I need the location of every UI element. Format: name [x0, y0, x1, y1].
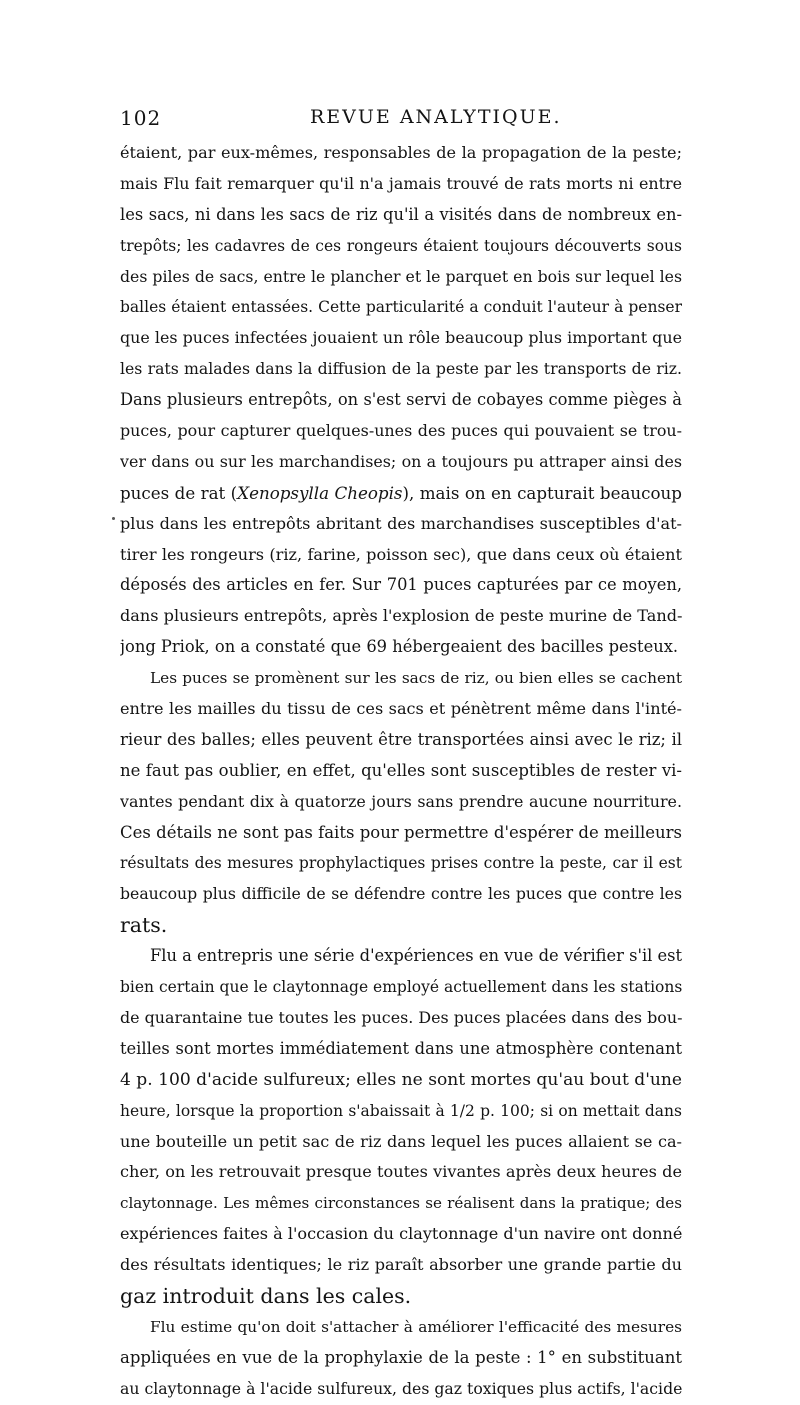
text-line: résultats des mesures prophylactiques prises contre la peste, car il est	[120, 854, 682, 873]
text-segment: ), mais on en capturait beaucoup	[402, 482, 682, 503]
text-line: beaucoup plus difficile de se défendre contre les puces que contre les	[120, 884, 682, 904]
text-line: trepôts; les cadavres de ces rongeurs étaient toujours découverts sous	[120, 236, 682, 255]
text-line: une bouteille un petit sac de riz dans lequel les puces allaient se ca-	[120, 1131, 682, 1151]
text-line: au claytonnage à l'acide sulfureux, des gaz toxiques plus actifs, l'acide	[120, 1378, 682, 1398]
text-line: Les puces se promènent sur les sacs de riz, ou bien elles se cachent	[150, 669, 682, 688]
text-line: teilles sont mortes immédiatement dans une atmosphère contenant	[120, 1038, 682, 1058]
text-line: de quarantaine tue toutes les puces. Des puces placées dans des bou-	[120, 1007, 682, 1027]
text-line: entre les mailles du tissu de ces sacs et pénètrent même dans l'inté-	[120, 699, 682, 719]
text-line: jong Priok, on a constaté que 69 hébergeaient des bacilles pesteux.	[120, 637, 679, 657]
text-line: étaient, par eux-mêmes, responsables de la propagation de la peste;	[120, 143, 682, 162]
text-segment: puces de rat (	[120, 482, 238, 503]
text-line: les rats malades dans la diffusion de la peste par les transports de riz.	[120, 359, 682, 379]
text-line: ne faut pas oublier, en effet, qu'elles sont susceptibles de rester vi-	[120, 760, 682, 780]
page-number: 102	[120, 106, 162, 130]
text-line: les sacs, ni dans les sacs de riz qu'il a visités dans de nombreux en-	[120, 204, 682, 224]
text-line: balles étaient entassées. Cette particularité a conduit l'auteur à penser	[120, 298, 682, 317]
text-line: rats.	[120, 913, 168, 938]
text-line: que les puces infectées jouaient un rôle beaucoup plus important que	[120, 328, 682, 348]
text-line: tirer les rongeurs (riz, farine, poisson sec), que dans ceux où étaient	[120, 544, 682, 564]
text-line: expériences faites à l'occasion du claytonnage d'un navire ont donné	[120, 1224, 682, 1244]
running-title: REVUE ANALYTIQUE.	[310, 106, 562, 128]
text-line: appliquées en vue de la prophylaxie de la peste : 1° en substituant	[120, 1347, 682, 1367]
margin-mark	[112, 517, 115, 520]
text-line: rieur des balles; elles peuvent être transportées ainsi avec le riz; il	[120, 729, 682, 749]
text-line: puces, pour capturer quelques-unes des puces qui pouvaient se trou-	[120, 421, 682, 441]
text-line: Ces détails ne sont pas faits pour permettre d'espérer de meilleurs	[120, 822, 682, 842]
text-line: claytonnage. Les mêmes circonstances se réalisent dans la pratique; des	[120, 1194, 682, 1213]
text-line: vantes pendant dix à quatorze jours sans prendre aucune nourriture.	[120, 791, 682, 811]
text-line	[120, 478, 682, 509]
page-header	[120, 106, 682, 136]
text-line: heure, lorsque la proportion s'abaissait à 1/2 p. 100; si on mettait dans	[120, 1101, 682, 1120]
text-line: plus dans les entrepôts abritant des marchandises susceptibles d'at-	[120, 513, 682, 533]
text-line: Flu estime qu'on doit s'attacher à améliorer l'efficacité des mesures	[150, 1317, 682, 1336]
text-line: dans plusieurs entrepôts, après l'explosion de peste murine de Tand-	[120, 606, 682, 626]
text-line: mais Flu fait remarquer qu'il n'a jamais trouvé de rats morts ni entre	[120, 173, 682, 193]
text-line: cher, on les retrouvait presque toutes vivantes après deux heures de	[120, 1162, 682, 1182]
text-line: 4 p. 100 d'acide sulfureux; elles ne sont mortes qu'au bout d'une	[120, 1069, 682, 1090]
text-line: déposés des articles en fer. Sur 701 puces capturées par ce moyen,	[120, 575, 682, 595]
text-line: Dans plusieurs entrepôts, on s'est servi de cobayes comme pièges à	[120, 390, 682, 410]
species-name: Xenopsylla Cheopis	[237, 482, 403, 503]
text-line: gaz introduit dans les cales.	[120, 1283, 412, 1308]
text-line: bien certain que le claytonnage employé actuellement dans les stations	[120, 978, 682, 997]
text-line: des résultats identiques; le riz paraît absorber une grande partie du	[120, 1255, 682, 1275]
text-line: des piles de sacs, entre le plancher et le parquet en bois sur lequel les	[120, 266, 682, 286]
body-text	[120, 138, 682, 1405]
text-line: Flu a entrepris une série d'expériences en vue de vérifier s'il est	[150, 946, 682, 966]
text-line: ver dans ou sur les marchandises; on a toujours pu attraper ainsi des	[120, 451, 682, 471]
